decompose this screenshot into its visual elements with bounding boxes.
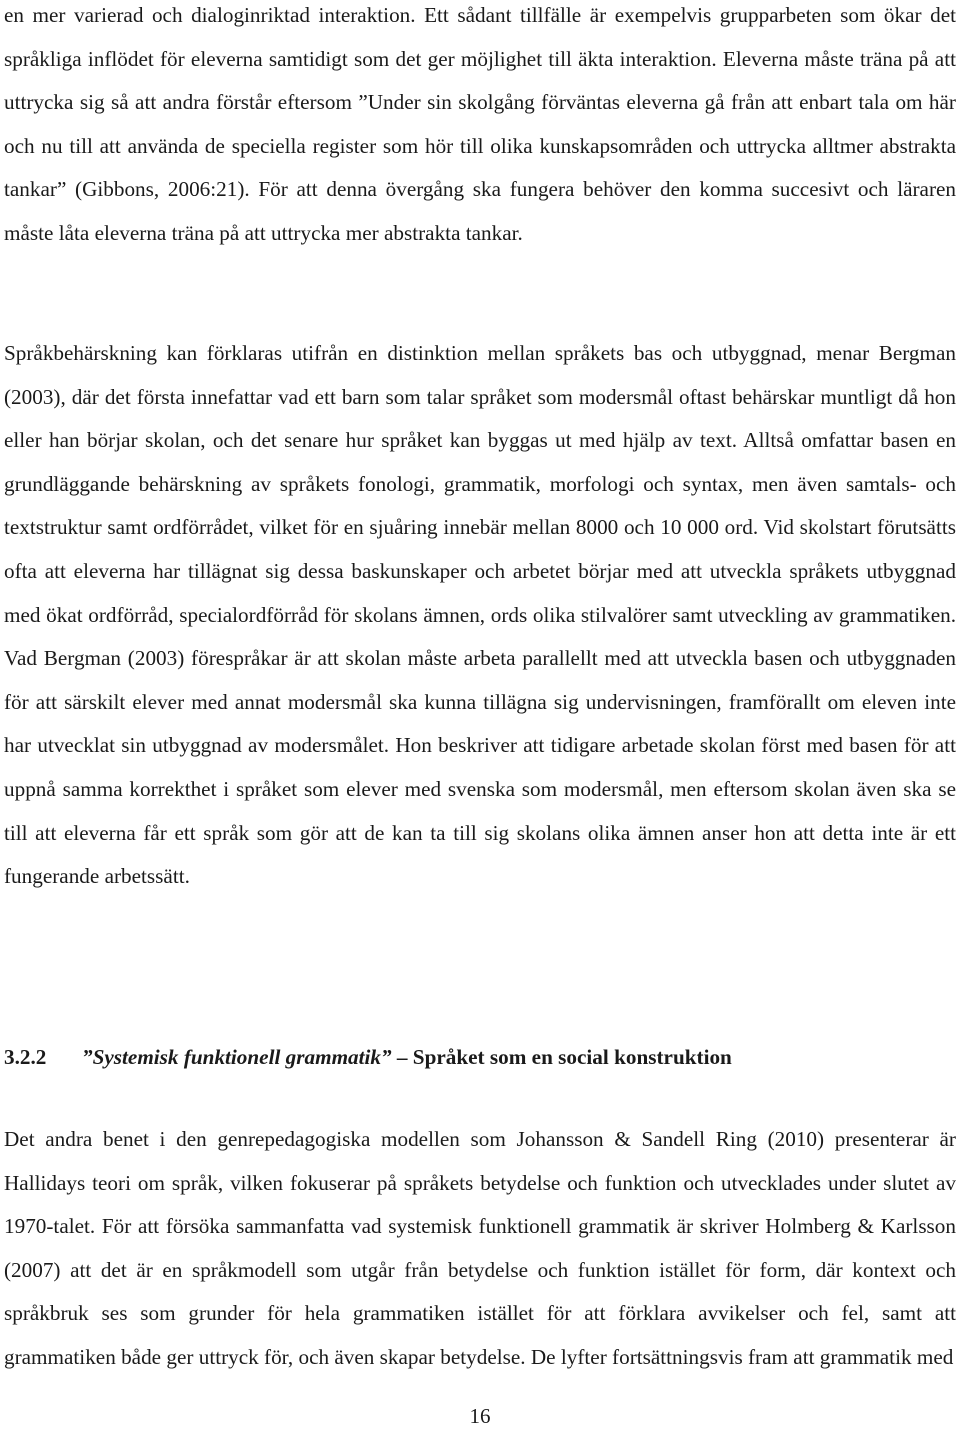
- section-separator: –: [391, 1045, 413, 1069]
- section-number: 3.2.2: [4, 1045, 47, 1069]
- section-title: ”Systemisk funktionell grammatik”: [82, 1045, 392, 1069]
- section-heading: [4, 1036, 956, 1080]
- paragraph-1: en mer varierad och dialoginriktad interaktion. Ett sådant tillfälle är exempelvis grupparbeten som ökar det språkliga inflödet för eleverna samtidigt som det ger möjlighet till äkta interaktion. Eleverna måste träna på att uttrycka sig så att andra förstår eftersom ”Under sin skolgång förväntas eleverna gå från att enbart tala om här och nu till att använda de speciella register som hör till olika kunskapsområden och uttrycka alltmer abstrakta tankar” (Gibbons, 2006:21). För att denna övergång ska fungera behöver den komma succesivt och läraren måste låta eleverna träna på att uttrycka mer abstrakta tankar.: [4, 3, 956, 245]
- paragraph-2: Språkbehärskning kan förklaras utifrån en distinktion mellan språkets bas och utbyggnad, menar Bergman (2003), där det första innefattar vad ett barn som talar språket som modersmål oftast behärskar muntligt då hon eller han börjar skolan, och det senare hur språket kan byggas ut med hjälp av text. Alltså omfattar basen en grundläggande behärskning av språkets fonologi, grammatik, morfologi och syntax, men även samtals- och textstruktur samt ordförrådet, vilket för en sjuåring innebär mellan 8000 och 10 000 ord. Vid skolstart förutsätts ofta att eleverna har tillägnat sig dessa baskunskaper och arbetet börjar med att utveckla språkets utbyggnad med ökat ordförråd, specialordförråd för skolans ämnen, ords olika stilvalörer samt utveckling av grammatiken. Vad Bergman (2003) förespråkar är att skolan måste arbeta parallellt med att utveckla basen och utbyggnaden för att särskilt elever med annat modersmål ska kunna tillägna sig undervisningen, framförallt om eleven inte har utvecklat sin utbyggnad av modersmålet. Hon beskriver att tidigare arbetade skolan först med basen för att uppnå samma korrekthet i språket som elever med svenska som modersmål, men eftersom skolan även ska se till att eleverna får ett språk som gör att de kan ta till sig skolans olika ämnen anser hon att detta inte är ett fungerande arbetssätt.: [4, 341, 956, 889]
- section-subtitle: Språket som en social konstruktion: [412, 1045, 732, 1069]
- page-number: 16: [469, 1404, 491, 1428]
- paragraph-3: Det andra benet i den genrepedagogiska modellen som Johansson & Sandell Ring (2010) presenterar är Hallidays teori om språk, vilken fokuserar på språkets betydelse och funktion och utvecklades under slutet av 1970-talet. För att försöka sammanfatta vad systemisk funktionell grammatik är skriver Holmberg & Karlsson (2007) att det är en språkmodell som utgår från betydelse och funktion istället för form, där kontext och språkbruk ses som grunder för hela grammatiken istället för att förklara avvikelser och fel, samt att grammatiken både ger uttryck för, och även skapar betydelse. De lyfter fortsättningsvis fram att grammatik med: [4, 1127, 956, 1369]
